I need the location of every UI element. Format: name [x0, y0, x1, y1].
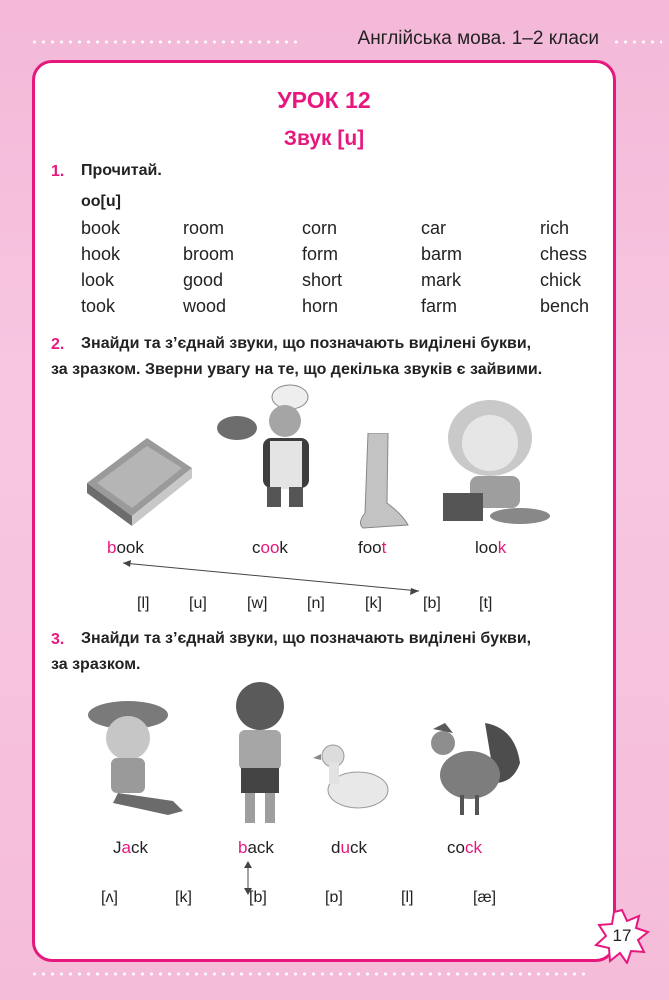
- header-dots-left: [30, 40, 300, 44]
- ex3-word-cock: cock: [447, 838, 482, 857]
- ex2-word-book: book: [107, 538, 144, 557]
- ex3-sound: [b]: [249, 889, 267, 906]
- word: rich: [540, 218, 570, 238]
- duck-image: [313, 738, 393, 818]
- ex2-instruction-line2: за зразком. Зверни увагу на те, що декілька звуків є зайвими.: [51, 361, 543, 378]
- ex2-sound: [u]: [189, 595, 207, 612]
- word: form: [302, 244, 338, 264]
- ex3-instruction-line2: за зразком.: [51, 656, 141, 673]
- word: corn: [302, 218, 338, 238]
- ex3-sound: [æ]: [473, 889, 497, 906]
- word: car: [421, 218, 447, 238]
- word: wood: [183, 296, 227, 316]
- ex3-sound: [ɒ]: [325, 889, 343, 906]
- example-connection-line: [35, 63, 619, 623]
- word: hook: [81, 244, 121, 264]
- word: barm: [421, 244, 463, 264]
- word: took: [81, 296, 116, 316]
- ex2-word-cook: cook: [252, 538, 288, 557]
- boy-back-image: [225, 678, 295, 828]
- ex2-sound: [k]: [365, 595, 382, 612]
- ex3-word-back: back: [238, 838, 274, 857]
- ex2-sound: [b]: [423, 595, 441, 612]
- ex1-sound: oo[u]: [81, 193, 121, 210]
- footer-dots: [30, 972, 590, 976]
- word: bench: [540, 296, 590, 316]
- ex2-sound: [w]: [247, 595, 268, 612]
- word: farm: [421, 296, 457, 316]
- ex1-number: 1.: [51, 163, 65, 180]
- header-dots-right: [612, 40, 662, 44]
- lesson-title: УРОК 12: [277, 87, 371, 113]
- word: horn: [302, 296, 339, 316]
- ex2-sound: [n]: [307, 595, 325, 612]
- ex2-number: 2.: [51, 336, 65, 353]
- ex3-sound: [k]: [175, 889, 192, 906]
- page-header: Англійська мова. 1–2 класи: [357, 28, 599, 49]
- ex1-instruction: Прочитай.: [81, 162, 162, 179]
- ex2-instruction-line1: Знайди та з’єднай звуки, що позначають виділені букви,: [81, 335, 532, 352]
- cowboy-boy-image: [73, 693, 203, 823]
- word: chess: [540, 244, 588, 264]
- word: short: [302, 270, 343, 290]
- page-number: 17: [612, 926, 632, 945]
- ex3-number: 3.: [51, 631, 65, 648]
- ex3-word-jack: Jack: [113, 838, 148, 857]
- ex3-sound: [ʌ]: [101, 889, 118, 906]
- rooster-image: [415, 713, 525, 823]
- ex2-word-foot: foot: [358, 538, 387, 557]
- ex3-instruction-line1: Знайди та з’єднай звуки, що позначають виділені букви,: [81, 630, 532, 647]
- word: chick: [540, 270, 582, 290]
- word: book: [81, 218, 121, 238]
- ex2-sound: [l]: [137, 595, 150, 612]
- word: look: [81, 270, 115, 290]
- ex3-sound: [l]: [401, 889, 414, 906]
- word: broom: [183, 244, 235, 264]
- word: room: [183, 218, 225, 238]
- word: mark: [421, 270, 461, 290]
- ex2-sound: [t]: [479, 595, 493, 612]
- ex2-word-look: look: [475, 538, 507, 557]
- lesson-subtitle: Звук [u]: [283, 127, 365, 150]
- word: good: [183, 270, 224, 290]
- lesson-panel: [32, 60, 616, 962]
- ex3-word-duck: duck: [331, 838, 367, 857]
